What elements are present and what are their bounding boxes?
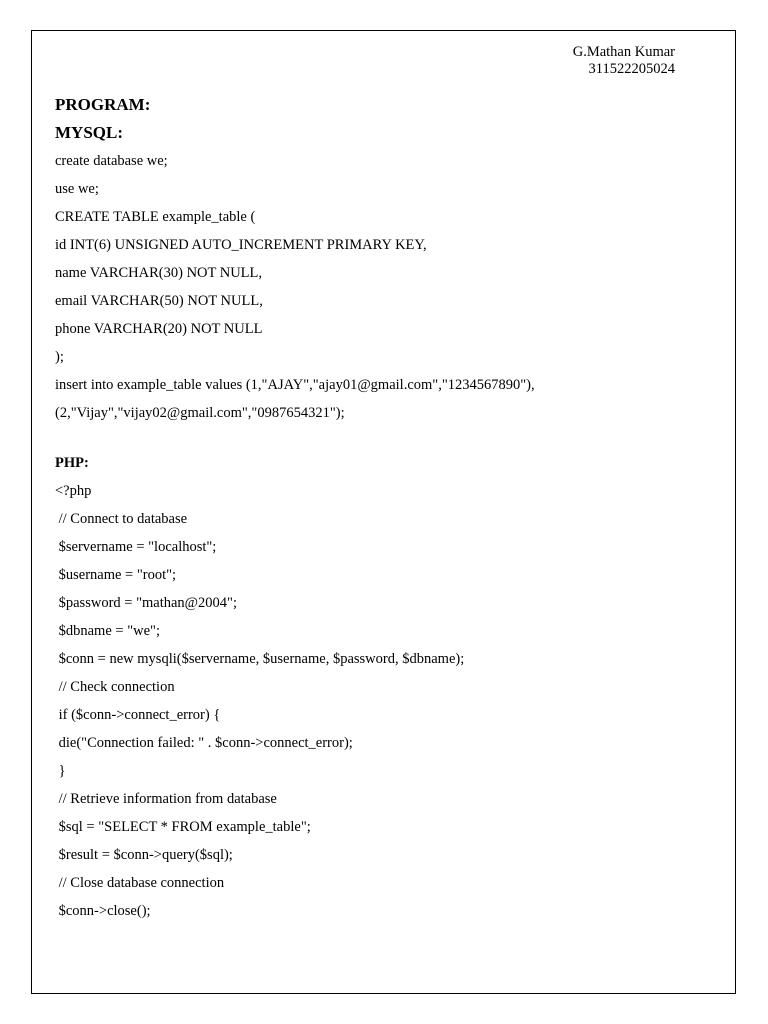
code-line: // Check connection [55, 679, 175, 695]
code-line: $conn = new mysqli($servername, $username, $password, $dbname); [55, 651, 465, 667]
document-content [55, 91, 715, 925]
code-line: use we; [55, 181, 99, 197]
code-line: $servername = "localhost"; [55, 539, 217, 555]
page-frame [31, 30, 736, 994]
code-line: } [55, 763, 66, 779]
code-line: create database we; [55, 153, 168, 169]
code-line: ); [55, 349, 64, 365]
mysql-code-block [55, 147, 715, 427]
code-line: $sql = "SELECT * FROM example_table"; [55, 819, 311, 835]
code-line: id INT(6) UNSIGNED AUTO_INCREMENT PRIMARY KEY, [55, 237, 427, 253]
code-line: $password = "mathan@2004"; [55, 595, 237, 611]
author-id: 311522205024 [588, 61, 675, 77]
php-code-block [55, 477, 715, 925]
program-heading: PROGRAM: [55, 95, 151, 114]
author-name: G.Mathan Kumar [572, 44, 675, 60]
code-line: // Close database connection [55, 875, 225, 891]
code-line: CREATE TABLE example_table ( [55, 209, 256, 225]
code-line: insert into example_table values (1,"AJAY","ajay01@gmail.com","1234567890"), [55, 377, 535, 393]
code-line: email VARCHAR(50) NOT NULL, [55, 293, 263, 309]
code-line: $dbname = "we"; [55, 623, 160, 639]
code-line: $username = "root"; [55, 567, 177, 583]
code-line: // Retrieve information from database [55, 791, 277, 807]
code-line: phone VARCHAR(20) NOT NULL [55, 321, 263, 337]
section-gap [55, 427, 715, 449]
code-line: die("Connection failed: " . $conn->connect_error); [55, 735, 353, 751]
code-line: // Connect to database [55, 511, 188, 527]
code-line: <?php [55, 483, 92, 499]
code-line: $result = $conn->query($sql); [55, 847, 233, 863]
author-block [573, 44, 675, 78]
code-line: name VARCHAR(30) NOT NULL, [55, 265, 263, 281]
mysql-heading: MYSQL: [55, 123, 123, 142]
code-line: (2,"Vijay","vijay02@gmail.com","0987654321"); [55, 405, 345, 421]
code-line: $conn->close(); [55, 903, 151, 919]
php-heading: PHP: [55, 455, 89, 471]
code-line: if ($conn->connect_error) { [55, 707, 221, 723]
